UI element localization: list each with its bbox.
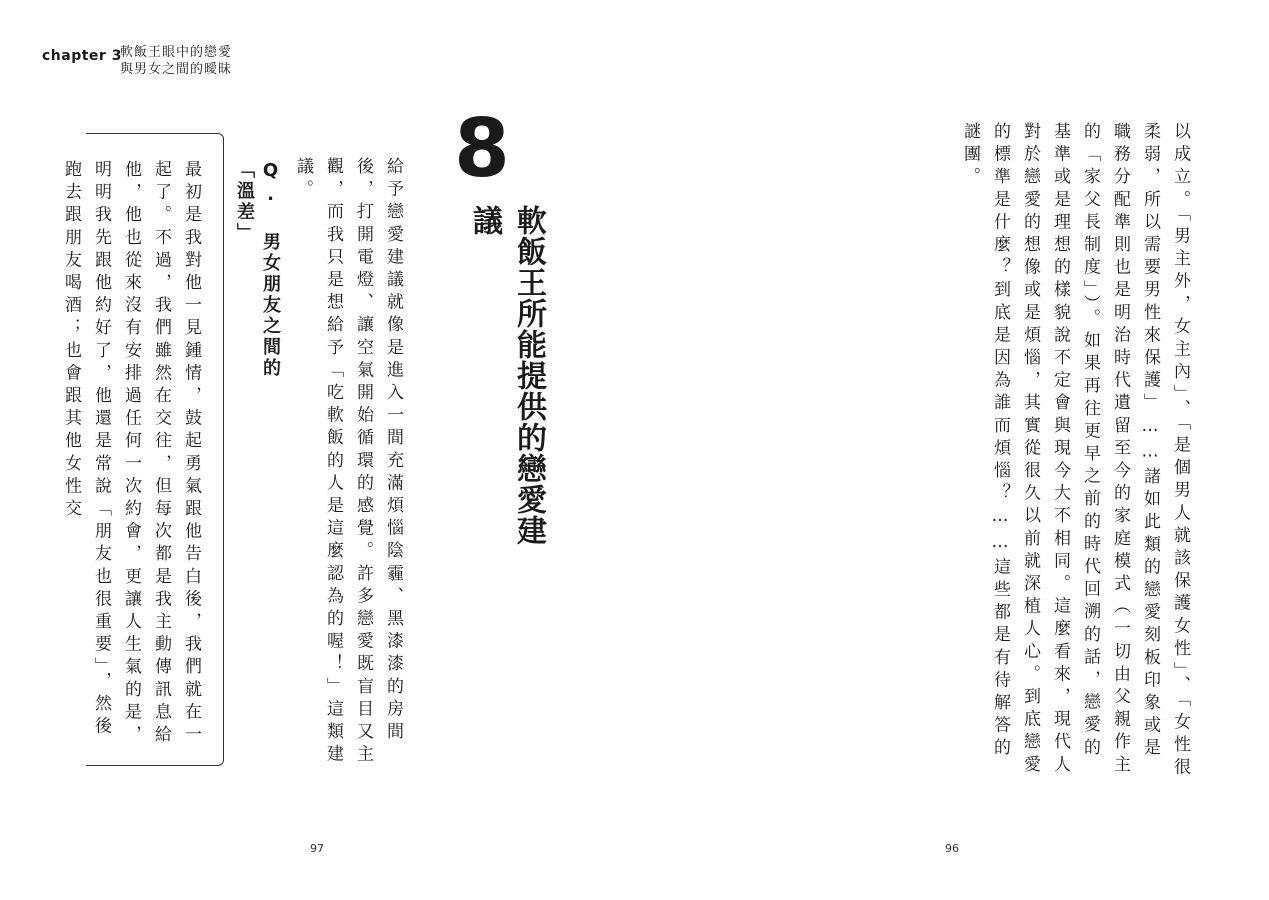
chapter-label: chapter 3 [42,48,122,64]
right-page-body-text: 以成立。「男主外，女主內」、「是個男人就該保護女性」、「女性很柔弱，所以需要男性來保護」……諸如此類的戀愛刻板印象或是職務分配準則也是明治時代遺留至今的家庭模式（一切由父親作主的「家父長制度」）。如果再往更早之前的時代回溯的話，戀愛的基準或是理想的樣貌說不定會與現今大不相同。這麼看來，現代人對於戀愛的想像或是煩惱，其實從很久以前就深植人心。到底戀愛的標準是什麼？到底是因為誰而煩惱？……這些都是有待解答的謎團。 [960,122,1190,781]
section-title: 軟飯王所能提供的戀愛建議 [467,205,546,546]
chapter-title-line2: 與男女之間的曖昧 [120,62,233,77]
chapter-title-line1: 軟飯王眼中的戀愛 [120,45,233,60]
page-number-left: 97 [310,842,324,855]
sidebar-question-text: 最初是我對他一見鍾情，鼓起勇氣跟他告白後，我們就在一起了。不過，我們雖然在交往，但每次都是我主動傳訊息給他，他也從來沒有安排過任何一次約會，更讓人生氣的是，明明我先跟他約好了，他還是常說「朋友也很重要」，然後跑去跟朋友喝酒；也會跟其他女性交 [61,160,201,748]
chapter-title [120,44,232,78]
left-page [0,0,634,900]
page-number-right: 96 [945,842,959,855]
sidebar-question-heading: Q. 男女朋友之間的「溫差」 [234,160,281,379]
section-body-text: 給予戀愛建議就像是進入一間充滿煩惱陰霾、黑漆漆的房間後，打開電燈、讓空氣開始循環的感覺。許多戀愛既盲目又主觀，而我只是想給予「吃軟飯的人是這麼認為的喔！」這類建議。 [293,157,403,768]
section-number: 8 [454,102,510,195]
